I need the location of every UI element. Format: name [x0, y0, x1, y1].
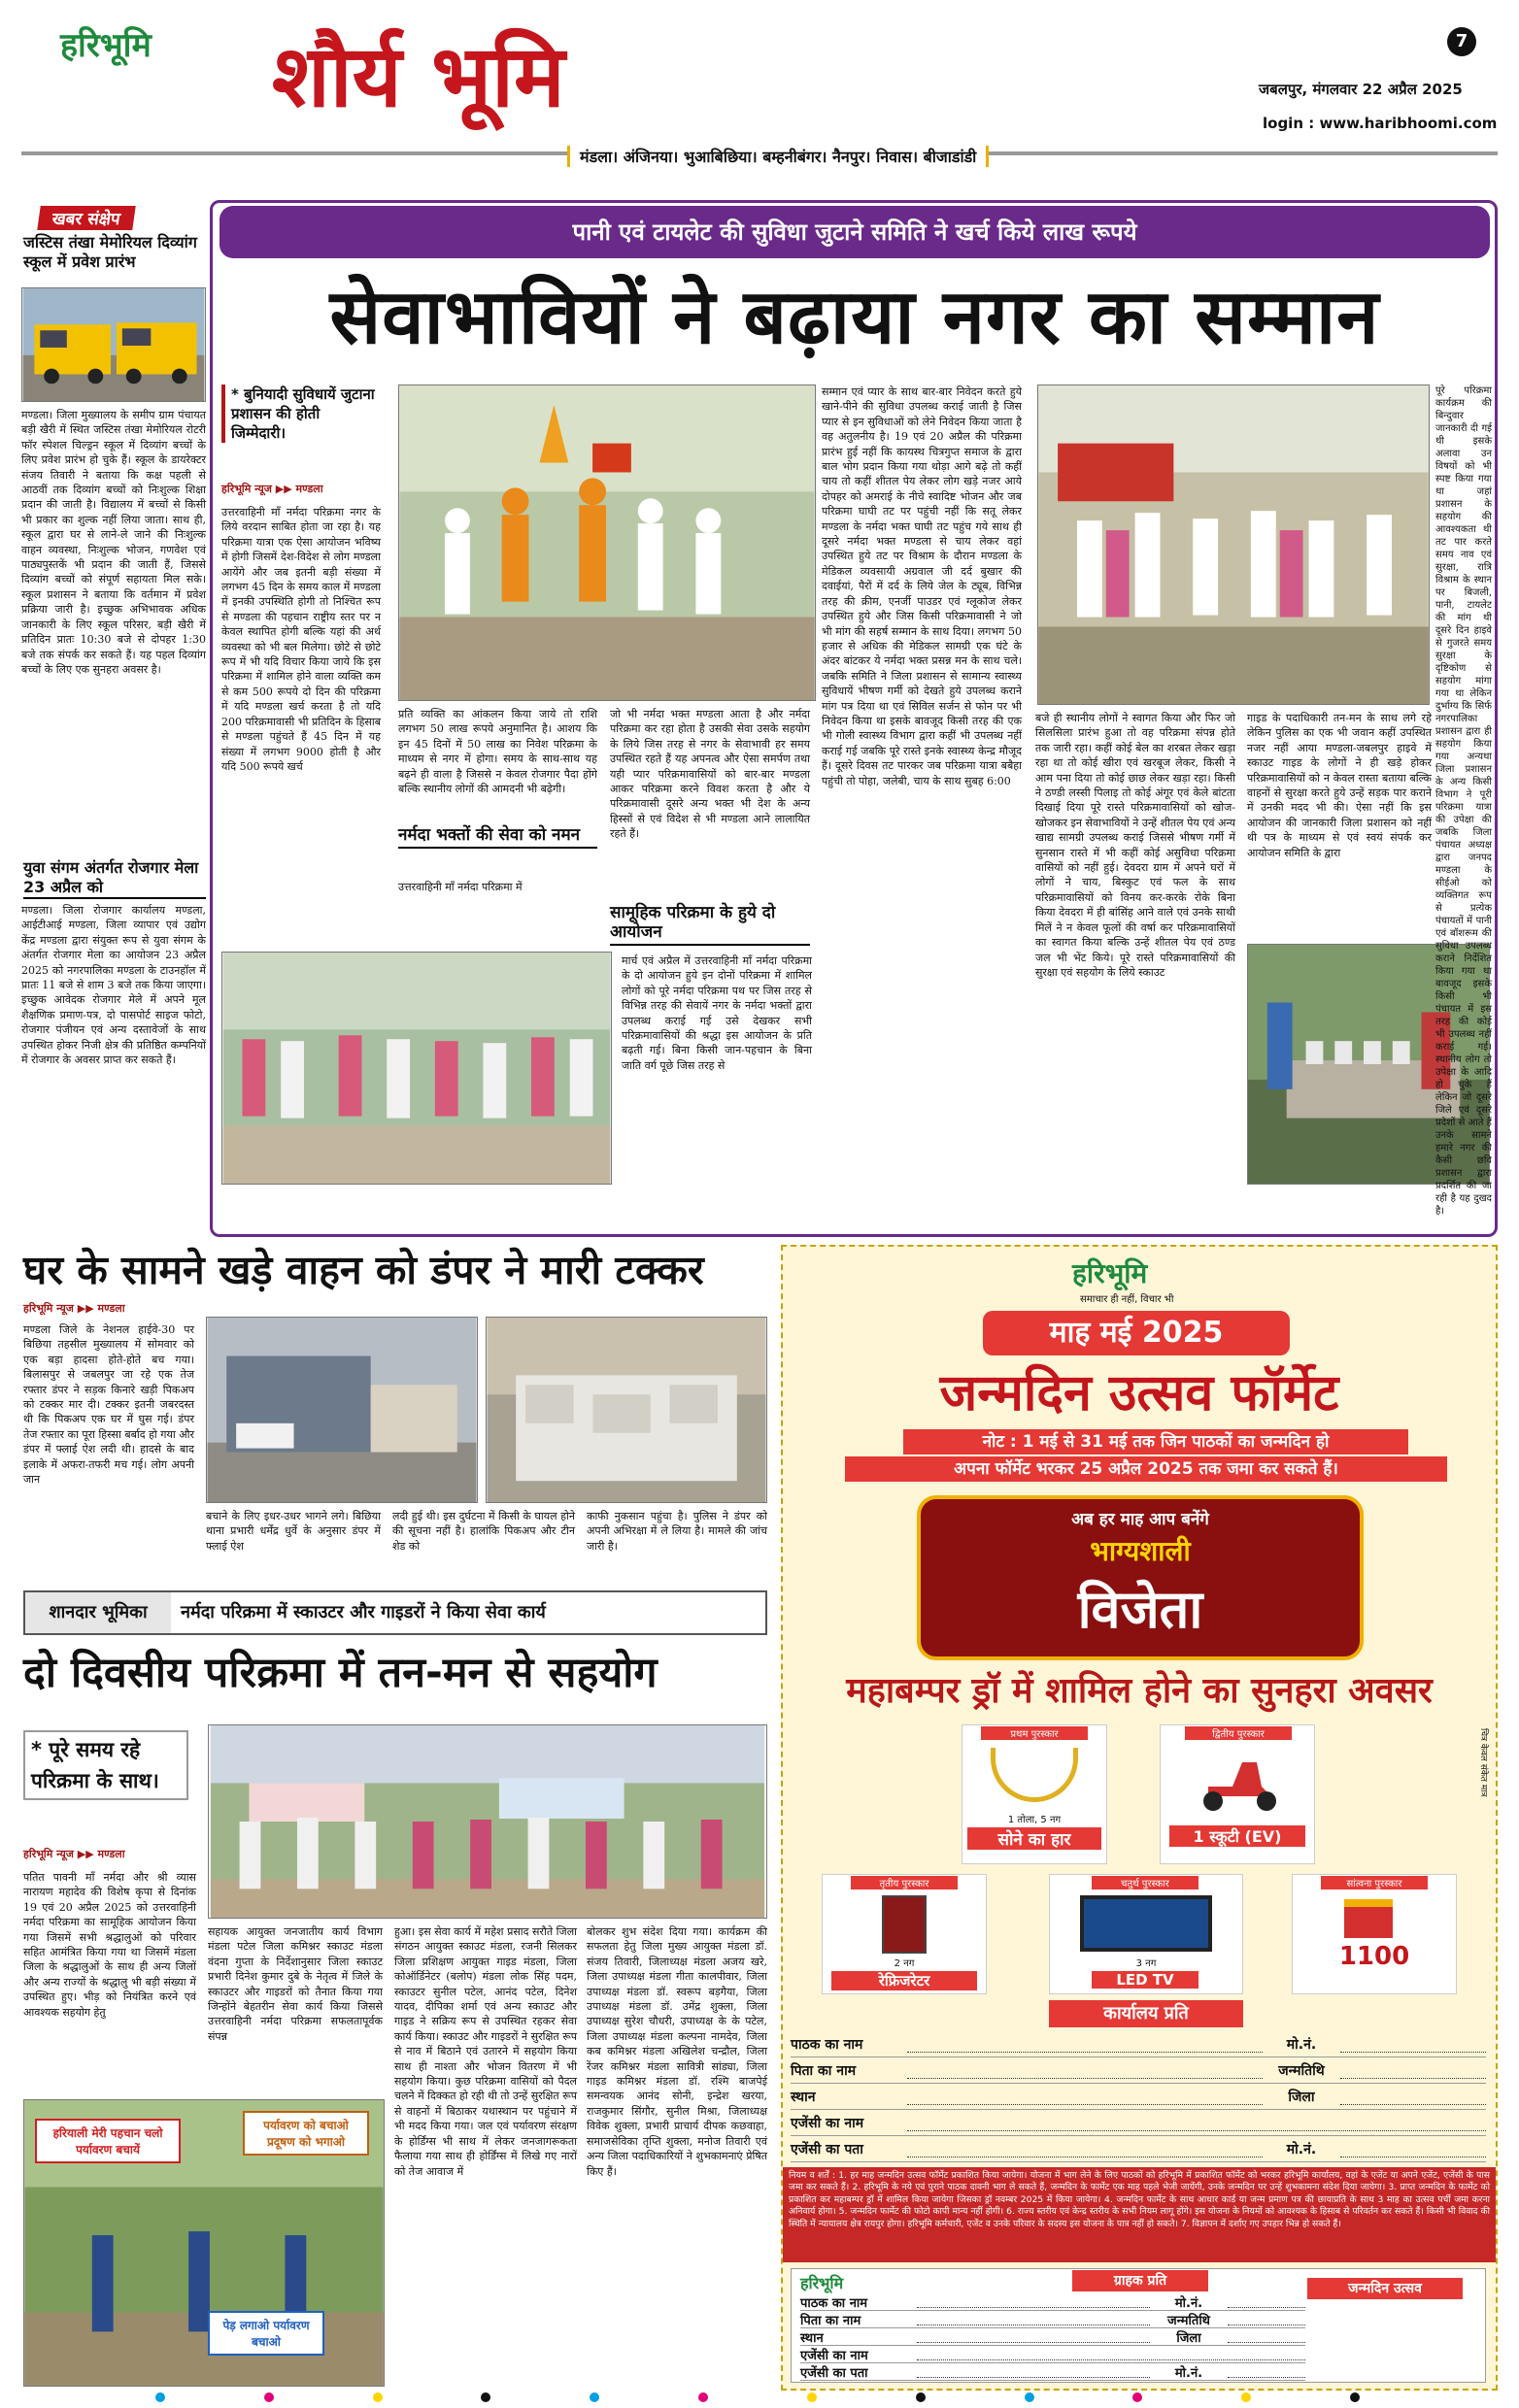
lead-kicker: * बुनियादी सुविधायें जुटाना प्रशासन की होती जिम्मेदारी।: [221, 385, 379, 443]
mobile-field-2[interactable]: [1340, 2140, 1486, 2157]
clabel-agent-address: एजेंसी का पता: [800, 2365, 868, 2381]
scooter-icon: [1189, 1748, 1286, 1816]
scouts-tag: शानदार भूमिका: [25, 1592, 171, 1633]
mobile-field[interactable]: [1340, 2035, 1486, 2053]
accident-headline: घर के सामने खड़े वाहन को डंपर ने मारी टक्कर: [23, 1247, 704, 1293]
prize-2-tag: द्वितीय पुरस्कार: [1185, 1726, 1292, 1740]
customer-form: [800, 2293, 1305, 2381]
c-agent-address-field[interactable]: [917, 2366, 1150, 2378]
accident-col3: लदी हुई थी। इस दुर्घटना में किसी के घायल होने की सूचना नहीं है। हालांकि पिकअप और टीन शेड को: [392, 1510, 575, 1553]
clabel-dob: जन्मतिथि: [1166, 2313, 1210, 2328]
page-number: 7: [1447, 27, 1476, 56]
c-father-name-field[interactable]: [917, 2314, 1150, 2325]
form-row-3: [791, 2084, 1486, 2110]
accident-photo-1: [206, 1317, 478, 1503]
login-link[interactable]: login : www.haribhoomi.com: [1263, 115, 1498, 132]
cform-row-4: [800, 2346, 1305, 2363]
sidebar-story2-title: युवा संगम अंतर्गत रोजगार मेला 23 अप्रैल को: [23, 858, 206, 899]
lead-col3b: मार्च एवं अप्रैल में उत्तरवाहिनी माँ नर्मदा परिक्रमा के दो आयोजन हुये इन दोनों परिक्रमा में शामिल लोगों को पूरे नर्मदा परिक्रमा पथ पर जिस तरह से विभिन्न तरह की सेवायें नगर के नर्मदा भक्तों द्वारा उपलब्ध कराई गई उसे देखकर सभी परिक्रमावासियों की श्रद्धा इस आयोजन के प्रति बढ़ती गई। बिना किसी जान-पहचान के बिना जाति वर्ग पूछे जिस तरह से: [622, 954, 812, 1072]
c-mobile-field-2[interactable]: [1228, 2366, 1305, 2378]
prize-3-name: रेफ्रिजरेटर: [831, 1971, 977, 1990]
office-form: [791, 2031, 1486, 2163]
accident-byline: हरिभूमि न्यूज ▶▶ मण्डला: [23, 1302, 125, 1315]
lead-col4: सम्मान एवं प्यार के साथ बार-बार निवेदन करते हुये खाने-पीने की सुविधा उपलब्ध कराई जाती है जिस प्यार से इन सुविधाओं को लेने निवेदन किया जाता है वह अतुलनीय है। 19 एवं 20 अप्रैल की परिक्रमा प्रारंभ हुई नहीं कि कायस्थ चित्रगुप्त समाज के द्वारा बाल भोग प्रदान किया गया थोड़ा आगे बढ़े तो कहीं चाय तो कहीं शीतल पेय लेकर लोग खड़े नजर आये दोपहर को अमराई के नीचे स्वादिष्ट भोजन और जब परिक्रमा घाघी तट पर पहुंची नहीं कि सतू लेकर मण्डला के नर्मदा भक्त घाघी तट पहुंच गये साथ ही दूसरे नर्मदा भक्त मण्डला से चाय लेकर वहां उपस्थित हुये तट पर विश्राम के दौरान मण्डला के मेडिकल व्यवसायी अग्रवाल जी दर्द बुखार की दवाईयां, पैरों में दर्द के लिये जेल के ट्यूब, विभिन्न तरह की क्रीम, एनर्जी पाउडर एवं ग्लूकोज लेकर उपस्थित हुये और जिस किसी परिक्रमावासी ने जो भी मांग की सहर्ष सम्मान के साथ दिया। लगभग 50 हजार से अधिक की मेडिकल सामग्री एक घंटे के अंदर बांटकर ये नर्मदा भक्त प्रसन्न मन के साथ चले। जबकि समिति ने जिला प्रशासन से सामान्य स्वास्थ्य सुविधायें भीषण गर्मी को देखते हुये उपलब्ध कराने मांग पत्र दिया था एवं सिविल सर्जन से फोन पर भी निवेदन किया था इसके बावजूद किसी तरह की एक भी गोली स्वास्थ्य विभाग द्वारा कहीं भी उपलब्ध नहीं कराई गई जबकि पूरे रास्ते इनके स्वास्थ्य केन्द्र मौजूद हैं। दूसरे दिवस तट पारकर जब परिक्रमा यात्रा बबैहा पहुंची तो पोहा, जलेबी, चाय के साथ सुबह 6:00: [822, 385, 1022, 787]
reader-name-field[interactable]: [907, 2035, 1263, 2053]
form-row-5: [791, 2136, 1486, 2162]
prize-1-detail: 1 तोला, 5 नग: [1007, 1815, 1062, 1825]
reg-dot: [373, 2392, 383, 2402]
c-mobile-field[interactable]: [1228, 2296, 1305, 2308]
parikrama-photo-2: [1037, 385, 1430, 705]
form-row-1: [791, 2031, 1486, 2057]
scouts-headline: दो दिवसीय परिक्रमा में तन-मन से सहयोग: [23, 1649, 658, 1697]
label-agent-address: एजेंसी का पता: [791, 2141, 863, 2157]
ad-winner: विजेता: [1077, 1579, 1203, 1640]
label-district: जिला: [1288, 2089, 1315, 2105]
c-dob-field[interactable]: [1228, 2314, 1305, 2325]
reg-dot: [481, 2392, 490, 2402]
clabel-place: स्थान: [800, 2330, 824, 2346]
registration-marks: [155, 2392, 1360, 2404]
c-district-field[interactable]: [1228, 2331, 1305, 2343]
reg-dot: [1350, 2392, 1360, 2402]
banner-text-2: पर्यावरण को बचाओ प्रदूषण को भगाओ: [243, 2111, 369, 2156]
ad-title: जन्मदिन उत्सव फॉर्मेट: [939, 1364, 1339, 1422]
lead-col2: प्रति व्यक्ति का आंकलन किया जाये तो राशि लगभग 50 लाख रूपये अनुमानित है। आशय कि इन 45 दिनों में 50 लाख का निवेश परिक्रमा के माध्यम से नगर में होगा। समय के साथ-साथ यह बढ़ने ही वाला है जिससे न केवल रोजगार पैदा होंगे बल्कि स्थानीय लोगों की आमदनी भी बढ़ेगी।: [398, 708, 597, 796]
clabel-mobile: मो.नं.: [1174, 2295, 1203, 2311]
reg-dot: [1241, 2392, 1251, 2402]
reg-dot: [1025, 2392, 1034, 2402]
reg-dot: [1132, 2392, 1142, 2402]
agent-address-field[interactable]: [907, 2140, 1263, 2157]
reg-dot: [807, 2392, 817, 2402]
refrigerator-icon: [882, 1895, 927, 1954]
scouts-byline: हरिभूमि न्यूज ▶▶ मण्डला: [23, 1848, 125, 1860]
reg-dot: [916, 2392, 926, 2402]
district-strip: मंडला। अंजिनया। भुआबिछिया। बम्हनीबंगर। नैनपुर। निवास। बीजाडांडी: [567, 146, 989, 167]
customer-copy-brand: हरिभूमि: [800, 2274, 844, 2292]
customer-copy-heading: ग्राहक प्रति: [1072, 2270, 1208, 2291]
ad-note-2: अपना फॉर्मेट भरकर 25 अप्रैल 2025 तक जमा कर सकते हैं।: [845, 1456, 1447, 1482]
label-reader-name: पाठक का नाम: [791, 2036, 863, 2053]
page-title: शौर्य भूमि: [272, 25, 565, 126]
lead-strap: पानी एवं टायलेट की सुविधा जुटाने समिति ने खर्च किये लाख रूपये: [219, 206, 1490, 258]
ad-note-1: नोट : 1 मई से 31 मई तक जिन पाठकों का जन्मदिन हो: [903, 1429, 1408, 1455]
prize-3-detail: 2 नग: [894, 1958, 915, 1969]
lead-col3: जो भी नर्मदा भक्त मण्डला आता है और नर्मदा परिक्रमा कर रहा होता है उसकी सेवा उसके सहयोग के लिये जिस तरह से नगर के सेवाभावी हर समय उपस्थित रहते हैं यह अपनत्व और ऐसा समर्पण तथा यही प्यार परिक्रमावासियों को बार-बार मण्डला आकर परिक्रमा करने विवश करता है और ये परिक्रमावासी दूसरे अन्य भक्त भी देश के अन्य हिस्सों से एवं विदेश से भी मण्डला आने लालायित रहते हैं।: [610, 708, 810, 841]
scouts-strap: नर्मदा परिक्रमा में स्काउटर और गाइडरों ने किया सेवा कार्य: [181, 1602, 546, 1622]
banner-text-1: हरियाली मेरी पहचान चलो पर्यावरण बचायें: [35, 2119, 181, 2163]
cform-row-5: [800, 2363, 1305, 2381]
clabel-agent-name: एजेंसी का नाम: [800, 2348, 868, 2363]
prize-2-detail: 1 स्कूटी (EV): [1169, 1825, 1305, 1847]
scouts-kicker: * पूरे समय रहे परिक्रमा के साथ।: [23, 1730, 188, 1800]
scouts-col3: हुआ। इस सेवा कार्य में महेश प्रसाद सरौते जिला संगठन आयुक्त स्काउट मंडला, रजनी सिलकर जिला प्रशिक्षण आयुक्त गाइड मंडला, जिला कोऑर्डिनेटर (बलोप) मंडला लोक सिंह पदम, स्काउटर सुनील पटेल, आनंद पटेल, दिनेश यादव, दीपिका शर्मा एवं अन्य स्काउट और गाइड ने सक्रिय रूप से उपस्थित रहकर सेवा कार्य किया। स्काउट और गाइडरों ने सुरक्षित रूप से नाव में बिठाने एवं उतारने में सहयोग किया साथ ही नाश्ता और भोजन वितरण में भी सहयोग किया। कुछ परिक्रमा वासियों को पैदल चलने में दिक्कत हो रही थी तो उन्हें सुरक्षित रूप से वाहनों में बिठाकर यथास्थान पर पहुंचाने में भी मदद किया गया। जल एवं पर्यावरण संरक्षण के होर्डिंग्स भी साथ में लेकर जनजागरूकता फैलाया गया साथ ही होर्डिंग्स में लिखे गए नारों को तेज आवाज में: [394, 1925, 577, 2178]
father-name-field[interactable]: [907, 2061, 1263, 2079]
office-copy-heading: कार्यालय प्रति: [1049, 2000, 1243, 2027]
parikrama-group-photo-1: [221, 952, 612, 1185]
gift-box-icon: [1344, 1899, 1393, 1938]
label-place: स्थान: [791, 2089, 816, 2105]
form-row-4: [791, 2110, 1486, 2136]
sidebar-section-tag: खबर संक्षेप: [37, 206, 135, 230]
cform-row-1: [800, 2293, 1305, 2311]
reg-dot: [155, 2392, 165, 2402]
tv-icon: [1080, 1895, 1212, 1952]
district-field[interactable]: [1340, 2088, 1486, 2105]
ad-brand: हरिभूमि: [1072, 1257, 1148, 1289]
scouts-group-photo: [208, 1724, 767, 1919]
prize-5-count: 1100: [1338, 1942, 1410, 1971]
dob-field[interactable]: [1340, 2061, 1486, 2079]
sidebar-story1-body: मण्डला। जिला मुख्यालय के समीप ग्राम पंचायत बड़ी खैरी में स्थित जस्टिस तंखा मेमोरियल रोटरी फॉर स्पेशल चिल्ड्रन स्कूल में दिव्यांग बच्चों के लिए प्रवेश प्रारंभ हो चुके हैं। स्कूल के डायरेक्टर संजय तिवारी ने बताया कि कक्ष पहली से आठवीं तक दिव्यांग बच्चों को निःशुल्क शिक्षा प्रदान की जाती है। विद्यालय में बच्चों से किसी भी प्रकार का शुल्क नहीं लिया जाता। साथ ही, स्कूल द्वारा घर से लाने-ले जाने की निःशुल्क वाहन व्यवस्था, निःशुल्क भोजन, गणवेश एवं पाठ्यपुस्तकें भी प्रदान की जाती हैं, जिससे दिव्यांग बच्चों को संपूर्ण सहायता मिल सके। स्कूल प्रशासन ने बताया कि वर्तमान में प्रवेश प्रक्रिया जारी है। इच्छुक अभिभावक अधिक जानकारी के लिए स्कूल परिसर, बड़ी खैरी में प्रतिदिन प्रातः 10:30 बजे से दोपहर 1:30 बजे तक संपर्क कर सकते हैं। यह पहल दिव्यांग बच्चों के लिए एक सुनहरा अवसर है।: [21, 409, 206, 676]
reg-dot: [698, 2392, 708, 2402]
ad-every-month: अब हर माह आप बनेंगे: [1071, 1510, 1209, 1529]
clabel-father-name: पिता का नाम: [800, 2313, 861, 2328]
label-mobile: मो.नं.: [1286, 2036, 1317, 2053]
scouts-col4: बोलकर शुभ संदेश दिया गया। कार्यक्रम की सफलता हेतु जिला मुख्य आयुक्त मंडला डॉ. संजय तिवारी, जिलाध्यक्ष मंडला अजय खरे, जिला उपाध्यक्ष मंडला गीता कालपीवार, जिला उपाध्यक्ष मंडला डॉ. स्वरूप बड़गैया, जिला उपाध्यक्ष मंडला डॉ. उमेंद्र शुक्ला, जिला उपाध्यक्ष सुरेश चौधरी, उपाध्यक्ष के के पटेल, जिला उपाध्यक्ष मंडला कल्पना नामदेव, जिला कब कमिश्नर मंडला अखिलेश चन्द्रौल, जिला रेंजर कमिश्नर मंडला सावित्री सांड्या, जिला गाइड कमिश्नर मंडला डॉ. रश्मि बाजपेई समन्वयक आनंद सोनी, इन्द्रेश खरया, राजकुमार सिंगौर, सुनील मिश्रा, जिलाध्यक्ष विवेक शुक्ला, प्रभारी प्राचार्य दीपक कछवाहा, समाजसेविका तृप्ति शुक्ला, मनोज तिवारी एवं अन्य जिला पदाधिकारियों ने शुभकामनाएं प्रेषित किए हैं।: [587, 1925, 767, 2178]
lead-col5: बजे ही स्थानीय लोगों ने स्वागत किया और फिर जो सिलसिला प्रारंभ हुआ तो वह परिक्रमा संपन्न होते तक जारी रहा। कहीं कोई बेल का शरबत लेकर खड़ा रहा था तो कोई खीरा एवं खरबूज लेकर, किसी ने आम पना दिया तो कोई छाछ लेकर खड़ा रहा। किसी ने ठण्डी लस्सी पिलाइ तो कोई अंगूर एवं केले बांटता दिखाई दिया पूरे रास्ते परिक्रमावासियों को खोज-खोजकर इन सेवाभावियों ने उन्हें शीतल पेय एवं अन्य खाद्य सामग्री उपलब्ध कराई जिससे भीषण गर्मी में सुनसान रास्ते में भी कहीं कोई असुविधा परिक्रमा वासियों को नहीं हुई। देवदरा ग्राम में अपने घरों में लोगों ने चाय, बिस्कुट एवं फल के साथ परिक्रमावासियों को विनय कर-करके रोके बिना किया देवदरा में ही बांसिंह आने वाले एवं उनके साथी मिलें ने न केवल फूलों की वर्षा कर परिक्रमावासियों का स्वागत किया बल्कि उन्हें शीतल पेय एवं ठण्ड जल भी भेंट किये। पूरे रास्ते परिक्रमावासियों की सुरक्षा एवं सहयोग के लिये स्काउट: [1035, 712, 1235, 979]
ad-tagline: समाचार ही नहीं, विचार भी: [1080, 1294, 1174, 1305]
sidebar-story2-body: मण्डला। जिला रोजगार कार्यालय मण्डला, आईटीआई मण्डला, जिला व्यापार एवं उद्योग केंद्र मण्डला द्वारा संयुक्त रूप से युवा संगम के अंतर्गत रोजगार मेला का आयोजन 23 अप्रैल 2025 को नगरपालिका मण्डला के टाउनहॉल में प्रातः 11 बजे से शाम 3 बजे तक किया जाएगा। इच्छुक आवेदक रोजगार मेले में अपने मूल शैक्षणिक प्रमाण-पत्र, दो पासपोर्ट साइज फोटो, रोजगार पंजीयन एवं अन्य दस्तावेजों के साथ उपस्थित होकर निजी क्षेत्र की प्रतिष्ठित कम्पनियों में रोजगार के अवसर प्राप्त कर सकते हैं।: [21, 904, 206, 1067]
c-agent-name-field[interactable]: [917, 2349, 1305, 2360]
c-reader-name-field[interactable]: [917, 2296, 1150, 2308]
agent-name-field[interactable]: [907, 2114, 1486, 2131]
ad-mega-draw: महाबम्पर ड्रॉ में शामिल होने का सुनहरा अवसर: [846, 1671, 1433, 1711]
lead-subhead-2: नर्मदा भक्तों की सेवा को नमन: [398, 825, 597, 849]
form-row-2: [791, 2057, 1486, 2084]
c-place-field[interactable]: [917, 2331, 1150, 2343]
lead-headline: सेवाभावियों ने बढ़ाया नगर का सम्मान: [329, 274, 1380, 361]
accident-photo-2: [486, 1317, 767, 1503]
label-agent-name: एजेंसी का नाम: [791, 2115, 864, 2131]
prize-3-tag: तृतीय पुरस्कार: [851, 1876, 958, 1890]
label-father-name: पिता का नाम: [791, 2062, 857, 2079]
reg-dot: [264, 2392, 274, 2402]
clabel-mobile-2: मो.नं.: [1174, 2365, 1203, 2381]
cform-row-3: [800, 2328, 1305, 2346]
school-bus-photo: [21, 287, 206, 402]
brand-logo: हरिभूमि: [60, 26, 152, 65]
prize-4-tag: चतुर्थ पुरस्कार: [1092, 1876, 1198, 1890]
customer-birthday-tag: जन्मदिन उत्सव: [1307, 2278, 1463, 2299]
lead-col2b: उत्तरवाहिनी माँ नर्मदा परिक्रमा में: [398, 881, 523, 893]
scouts-col2: सहायक आयुक्त जनजातीय कार्य विभाग मंडला पटेल जिला कमिश्नर स्काउट मंडला वंदना गुप्ता के निर्देशानुसार जिला स्काउट प्रभारी दिनेश कुमार दुबे के नेतृत्व में जिले के स्काउटर और गाइडरों को तैनात किया गया जिन्होंने बेहतरीन सेवा कार्य किया जिससे उत्तरवाहिनी नर्मदा परिक्रमा सफलतापूर्वक संपन्न: [208, 1925, 383, 2043]
place-field[interactable]: [907, 2088, 1263, 2105]
accident-col1: मण्डला जिले के नेशनल हाईवे-30 पर बिछिया तहसील मुख्यालय में सोमवार को एक बड़ा हादसा होते-होते बच गया। बिलासपुर से जबलपुर जा रहे एक तेज रफ्तार डंपर ने सड़क किनारे खड़ी पिकअप को टक्कर मार दी। टक्कर इतनी जबरदस्त थी कि पिकअप एक घर में घुस गई। डंपर तेज रफ्तार का पूरा हिस्सा बर्बाद हो गया और डंपर में फ्लाई ऐश लदी थी। हादसे के बाद इलाके में अफरा-तफरी मच गई। लोग अपनी जान: [23, 1323, 194, 1487]
reg-dot: [590, 2392, 599, 2402]
prize-1-name: सोने का हार: [967, 1827, 1101, 1850]
prize-4-name: LED TV: [1092, 1971, 1198, 1989]
prize-1-tag: प्रथम पुरस्कार: [981, 1726, 1088, 1740]
cform-row-2: [800, 2311, 1305, 2328]
lead-byline: हरिभूमि न्यूज ▶▶ मण्डला: [221, 483, 323, 495]
clabel-reader-name: पाठक का नाम: [800, 2295, 868, 2311]
parikrama-photo-1: [398, 385, 816, 701]
scouts-col1: पतित पावनी माँ नर्मदा और श्री व्यास नारायण महादेव की विशेष कृपा से दिनांक 19 एवं 20 अप्रैल 2025 को उत्तरवाहिनी नर्मदा परिक्रमा का सामूहिक आयोजन किया गया जिसमें सभी श्रद्धालुओं को परिवार सहित आमंत्रित किया गया था जिसमें मंडला जिला के श्रद्धालुओं के साथ ही अन्य जिलों और अन्य राज्यों के श्रद्धालु भी बड़ी संख्या में उपस्थित हुए। भीड़ को नियंत्रित करने एवं आवश्यक सहयोग हेतु: [23, 1871, 196, 2019]
clabel-district: जिला: [1176, 2330, 1201, 2346]
label-mobile-2: मो.नं.: [1286, 2141, 1317, 2157]
lead-subhead-3: सामूहिक परिक्रमा के हुये दो आयोजन: [610, 903, 810, 946]
banner-text-3: पेड़ लगाओ पर्यावरण बचाओ: [208, 2311, 324, 2356]
lead-col1: उत्तरवाहिनी माँ नर्मदा परिक्रमा नगर के लिये वरदान साबित होता जा रहा है। यह परिक्रमा यात्रा एक ऐसा आयोजन भविष्य में होगी जिसमें देश-विदेश से लोग मण्डला आयेंगे और जब इतनी बड़ी संख्या में लगभग 45 दिन के समय काल में मण्डला में इनकी उपस्थिति होगी तो निश्चित रूप से मण्डला की पहचान राष्ट्रीय स्तर पर न केवल स्थापित होगी बल्कि यहां की अर्थ व्यवस्था को भी बल मिलेगा। छोटे से छोटे रूप में भी यदि विचार किया जाये कि इस परिक्रमा में शामिल होने वाला व्यक्ति कम से कम 500 रूपये दो दिन की परिक्रमा में यदि मण्डला खर्च करता है तो यदि 200 परिक्रमावासी भी प्रतिदिन के हिसाब से मण्डला पहुंचते हैं 45 दिन में यह संख्या में लगभग 9000 होती है और यदि 500 रूपये खर्च: [221, 506, 381, 773]
accident-col2: बचाने के लिए इधर-उधर भागने लगे। बिछिया थाना प्रभारी धर्मेंद्र धुर्वे के अनुसार डंपर में फ्लाई ऐश: [206, 1510, 381, 1553]
dateline: जबलपुर, मंगलवार 22 अप्रैल 2025: [1259, 81, 1463, 98]
sidebar-story1-title: जस्टिस तंखा मेमोरियल दिव्यांग स्कूल में प्रवेश प्रारंभ: [23, 233, 197, 271]
ad-lucky: भाग्यशाली: [1090, 1535, 1191, 1567]
lead-col6: गाइड के पदाधिकारी तन-मन के साथ लगे रहे लेकिन पुलिस का एक भी जवान कहीं उपस्थित नजर नहीं आया मण्डला-जबलपुर हाइवे में स्काउट गाइड के लोगों ने ही खड़े होकर परिक्रमावासियों को न केवल रास्ता बताया बल्कि वाहनों से सुरक्षा करते हुये उन्हें सड़क पार कराने में उनकी मदद भी की। ऐसा नहीं कि इस आयोजन की जानकारी जिला प्रशासन को नहीं थी पत्र के माध्यम से एवं स्वयं संपर्क कर आयोजन समिति के द्वारा: [1247, 712, 1432, 859]
accident-col4: काफी नुकसान पहुंचा है। पुलिस ने डंपर को अपनी अभिरक्षा में ले लिया है। मामले की जांच जारी है।: [587, 1510, 767, 1553]
prize-4-detail: 3 नग: [1135, 1958, 1157, 1969]
ad-month: माह मई 2025: [983, 1311, 1290, 1355]
ad-disclaimer: चित्र केवल संकेत मात्र: [1478, 1728, 1488, 1797]
label-dob: जन्मतिथि: [1278, 2062, 1325, 2079]
prize-5-tag: सांत्वना पुरस्कार: [1321, 1876, 1428, 1890]
ad-rules: नियम व शर्तें : 1. हर माह जन्मदिन उत्सव फॉर्मेट प्रकाशित किया जायेगा। योजना में भाग लेने के लिए पाठकों को हरिभूमि में प्रकाशित फॉर्मेट को भरकर हरिभूमि कार्यालय, वहां के एजेंट या अपने एजेंट, एजेंसी के पास जमा कर सकते हैं। 2. हरिभूमि के नये एवं पुराने पाठक दावनी भाग ले सकते हैं, जन्मदिन के फार्मेट एक माह पहले भेजी जायेंगी, उनके जन्मदिन पर उन्हें शुभकामना संदेश दिया जायेगा। 3. प्राप्त जन्मदिन के फार्मेट को प्रकाशित कर महाबम्पर ड्रॉ में शामिल किया जायेगा जिसका ड्रॉ नवम्बर 2025 में किया जायेगा। 4. जन्मदिन फार्मेट के साथ आधार कार्ड या जन्म प्रमाण पत्र की छायाप्रति के साथ 3 माह का उत्सव पर्ची जमा करना अनिवार्य होगा। 5. जन्मदिन फार्मेट की फोटो कापी मान्य नहीं होगी। 6. राज्य स्तरीय एवं केन्द्र स्तरीय के सभी नियम लागू होंगे। इस योजना के नियमों को आवश्यक के हिसाब से परिवर्तन कर सकते हैं। किसी भी विवाद की स्थिति में न्यायालय क्षेत्र रायपुर होगा। हरिभूमि कर्मचारी, एजेंट व उनके परिवार के सदस्य इस योजना के पात्र नहीं हो सकते। 7. विज्ञापन में दर्शाए गए उपहार भिन्न हो सकते हैं।: [783, 2167, 1496, 2262]
lead-col7-rendered: पूरे परिक्रमा कार्यक्रम की बिन्दुवार जानकारी दी गई थी इसके अलावा उन विषयों को भी स्पष्ट किया गया था जहां प्रशासन के सहयोग की आवश्यकता थी तट पार करते समय नाव एवं सुरक्षा, रात्रि विश्राम के स्थान पर बिजली, पानी, टायलेट की मांग थी दूसरे दिन हाइवे से गुजरते समय सुरक्षा के दृष्टिकोण से सहयोग मांगा गया था लेकिन दुर्भाग्य कि सिर्फ नगरपालिका प्रशासन द्वारा ही सहयोग किया गया अन्यथा जिला प्रशासन के अन्य किसी विभाग ने पूरी परिक्रमा यात्रा की उपेक्षा की जबकि जिला पंचायत अध्यक्ष द्वारा जनपद मण्डला के सीईओ को व्यक्तिगत रूप से प्रत्येक पंचायतों में पानी एवं बॉशरूम की सुविधा उपलब्ध कराने निर्देशित किया गया था बावजूद इसके किसी भी पंचायत में इस तरह की कोई भी उपलब्ध नहीं कराई गई। स्थानीय लोग तो उपेक्षा के आदि हो चुके हैं लेकिन जो दूसरे जिले एवं दूसरे प्रदेशों से आते हैं उनके सामने हमारे नगर की कैसी छवि प्रशासन द्वारा प्रदर्शित की जा रही है यह दुखद है।: [1435, 385, 1492, 1217]
